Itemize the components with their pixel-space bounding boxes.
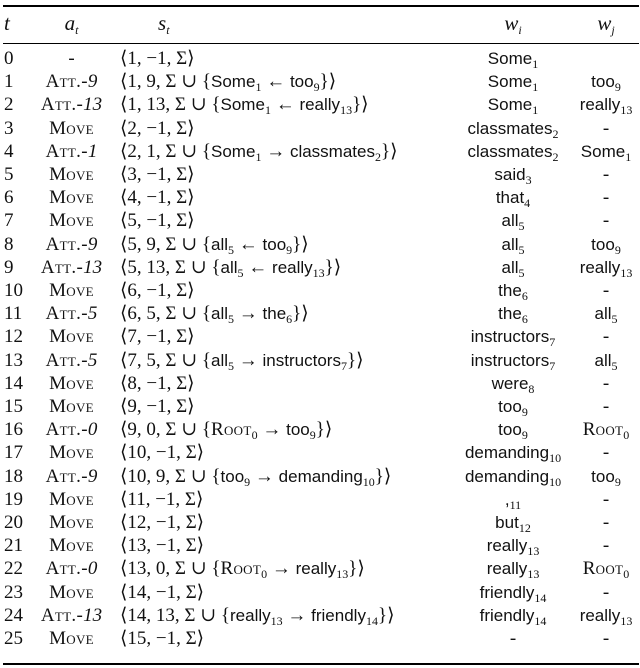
cell-wj: all$_5$ (594, 350, 618, 373)
cell-action: Move (49, 187, 94, 209)
cell-state: ⟨4, −1, Σ⟩ (120, 187, 195, 209)
cell-t: 2 (4, 94, 14, 116)
header-t: t (4, 11, 10, 35)
cell-action: Move (49, 442, 94, 464)
table-row (0, 186, 640, 209)
table-row (0, 488, 640, 511)
cell-state: ⟨14, 13, Σ ∪ {really$_{13}$ → friendly$_{14}$}⟩ (120, 604, 395, 628)
table-row (0, 256, 640, 279)
table-header (0, 12, 640, 35)
table-row (0, 70, 640, 93)
cell-wj: really$_{13}$ (579, 257, 633, 280)
table-row (0, 604, 640, 627)
table-top-rule (3, 5, 639, 7)
cell-wi: too$_9$ (498, 397, 528, 419)
cell-state: ⟨10, −1, Σ⟩ (120, 442, 205, 464)
cell-wj: - (602, 512, 610, 533)
cell-wj: Root$_0$ (582, 558, 630, 582)
cell-action: Move (49, 164, 94, 185)
cell-state: ⟨5, 9, Σ ∪ {all$_5$ ← too$_9$}⟩ (120, 233, 309, 257)
cell-wj: too$_9$ (591, 466, 621, 489)
cell-state: ⟨2, 1, Σ ∪ {Some$_1$ → classmates$_2$}⟩ (120, 140, 398, 164)
table-row (0, 325, 640, 348)
table-row (0, 441, 640, 464)
cell-action: Att.-5 (45, 349, 98, 371)
cell-wi: $,_{11}$ (504, 489, 522, 512)
cell-action: Att.-0 (45, 558, 98, 580)
cell-state: ⟨14, −1, Σ⟩ (120, 581, 205, 603)
cell-wi: Some$_1$ (487, 72, 539, 95)
cell-state: ⟨7, −1, Σ⟩ (120, 326, 195, 348)
cell-wj: too$_9$ (591, 72, 621, 95)
cell-wi: all$_5$ (501, 257, 525, 280)
cell-state: ⟨7, 5, Σ ∪ {all$_5$ → instructors$_7$}⟩ (120, 349, 364, 373)
table-row (0, 465, 640, 488)
cell-wi: the$_6$ (498, 281, 528, 303)
cell-wi: - (509, 628, 517, 649)
cell-wj: - (602, 581, 610, 603)
cell-t: 11 (4, 303, 23, 325)
cell-t: 16 (4, 419, 23, 441)
cell-wi: were$_8$ (491, 373, 535, 396)
cell-t: 5 (4, 164, 14, 185)
cell-state: ⟨5, 13, Σ ∪ {all$_5$ ← really$_{13}$}⟩ (120, 256, 342, 280)
cell-state: ⟨3, −1, Σ⟩ (120, 164, 195, 185)
cell-state: ⟨5, −1, Σ⟩ (120, 210, 195, 232)
table-row (0, 534, 640, 557)
table-row (0, 93, 640, 116)
cell-state: ⟨8, −1, Σ⟩ (120, 372, 195, 394)
cell-wi: demanding$_{10}$ (464, 466, 562, 489)
cell-wj: - (602, 280, 610, 301)
cell-state: ⟨1, −1, Σ⟩ (120, 48, 195, 69)
cell-state: ⟨9, −1, Σ⟩ (120, 396, 195, 417)
cell-t: 13 (4, 349, 23, 371)
cell-t: 22 (4, 558, 23, 580)
cell-action: Att.-9 (45, 465, 98, 487)
cell-wj: Root$_0$ (582, 419, 630, 443)
table-row (0, 233, 640, 256)
cell-action: Att.-9 (45, 71, 98, 93)
cell-wj: too$_9$ (591, 234, 621, 257)
cell-state: ⟨1, 9, Σ ∪ {Some$_1$ ← too$_9$}⟩ (120, 71, 337, 95)
table-row (0, 117, 640, 140)
cell-action: Att.-13 (40, 94, 103, 116)
cell-action: Att.-9 (45, 233, 98, 255)
cell-state: ⟨6, −1, Σ⟩ (120, 280, 195, 301)
cell-state: ⟨9, 0, Σ ∪ {Root$_0$ → too$_9$}⟩ (120, 419, 333, 443)
cell-state: ⟨1, 13, Σ ∪ {Some$_1$ ← really$_{13}$}⟩ (120, 94, 369, 118)
cell-t: 3 (4, 117, 14, 139)
cell-wi: really$_{13}$ (486, 536, 540, 559)
table-row (0, 627, 640, 650)
cell-wj: - (602, 164, 610, 185)
table-row (0, 557, 640, 580)
header-action: $a_t$ (64, 11, 79, 37)
cell-state: ⟨6, 5, Σ ∪ {all$_5$ → the$_6$}⟩ (120, 303, 309, 327)
cell-state: ⟨13, −1, Σ⟩ (120, 535, 205, 557)
cell-wi: Some$_1$ (487, 49, 539, 71)
cell-wi: instructors$_7$ (470, 327, 556, 350)
cell-t: 17 (4, 442, 23, 464)
header-state: $s_t$ (158, 11, 170, 37)
table-row (0, 279, 640, 302)
table-bottom-rule (3, 663, 639, 665)
cell-wi: too$_9$ (498, 420, 528, 443)
cell-wi: really$_{13}$ (486, 559, 540, 582)
cell-wj: - (602, 628, 610, 649)
cell-action: Att.-0 (45, 419, 98, 441)
cell-action: Att.-13 (40, 604, 103, 626)
cell-wi: Some$_1$ (487, 95, 539, 118)
table-row (0, 209, 640, 232)
table-header-rule (3, 43, 639, 44)
cell-wj: Some$_1$ (580, 141, 632, 164)
cell-wj: - (602, 210, 610, 232)
cell-wj: really$_{13}$ (579, 605, 633, 628)
cell-wi: the$_6$ (498, 304, 528, 327)
cell-action: Att.-1 (45, 140, 98, 162)
cell-wi: demanding$_{10}$ (464, 443, 562, 466)
cell-wi: friendly$_{14}$ (479, 605, 547, 628)
cell-state: ⟨10, 9, Σ ∪ {too$_9$ → demanding$_{10}$}⟩ (120, 465, 392, 489)
table-row (0, 581, 640, 604)
cell-state: ⟨13, 0, Σ ∪ {Root$_0$ → really$_{13}$}⟩ (120, 558, 365, 582)
table-row (0, 395, 640, 418)
cell-wj: - (602, 372, 610, 394)
cell-wj: all$_5$ (594, 304, 618, 327)
cell-wj: - (602, 187, 610, 209)
cell-action: - (68, 48, 75, 69)
table-row (0, 140, 640, 163)
cell-wi: classmates$_2$ (467, 118, 559, 141)
cell-t: 6 (4, 187, 14, 209)
cell-t: 24 (4, 604, 23, 626)
table-row (0, 47, 640, 70)
cell-action: Att.-5 (45, 303, 98, 325)
header-wi: $w_i$ (504, 11, 522, 37)
cell-t: 7 (4, 210, 14, 232)
cell-wi: friendly$_{14}$ (479, 582, 547, 605)
cell-action: Move (49, 326, 94, 348)
cell-action: Move (49, 280, 94, 301)
cell-t: 10 (4, 280, 23, 301)
cell-state: ⟨15, −1, Σ⟩ (120, 628, 205, 649)
cell-t: 21 (4, 535, 23, 557)
cell-wj: really$_{13}$ (579, 95, 633, 118)
table-row (0, 349, 640, 372)
cell-action: Move (49, 488, 94, 510)
header-wj: $w_j$ (597, 11, 615, 37)
cell-t: 19 (4, 488, 23, 510)
cell-t: 15 (4, 396, 23, 417)
cell-action: Move (49, 210, 94, 232)
cell-t: 8 (4, 233, 14, 255)
cell-wj: - (602, 396, 610, 417)
table-row (0, 302, 640, 325)
cell-t: 25 (4, 628, 23, 649)
cell-state: ⟨12, −1, Σ⟩ (120, 512, 205, 533)
cell-state: ⟨11, −1, Σ⟩ (120, 488, 204, 510)
cell-action: Move (49, 117, 94, 139)
table-row (0, 511, 640, 534)
table-row (0, 372, 640, 395)
cell-wj: - (602, 535, 610, 557)
cell-action: Move (49, 372, 94, 394)
cell-t: 14 (4, 372, 23, 394)
cell-wj: - (602, 488, 610, 510)
cell-state: ⟨2, −1, Σ⟩ (120, 117, 195, 139)
cell-t: 12 (4, 326, 23, 348)
cell-wi: all$_5$ (501, 211, 525, 234)
cell-wi: but$_{12}$ (495, 513, 531, 535)
cell-wj: - (602, 442, 610, 464)
cell-wj: - (602, 326, 610, 348)
table-row (0, 163, 640, 186)
cell-wi: said$_3$ (494, 165, 532, 187)
cell-action: Move (49, 628, 94, 649)
cell-t: 4 (4, 140, 14, 162)
cell-action: Att.-13 (40, 256, 103, 278)
cell-t: 23 (4, 581, 23, 603)
cell-action: Move (49, 396, 94, 417)
cell-wi: instructors$_7$ (470, 350, 556, 373)
cell-wi: all$_5$ (501, 234, 525, 257)
cell-t: 0 (4, 48, 14, 69)
cell-t: 1 (4, 71, 14, 93)
cell-t: 18 (4, 465, 23, 487)
cell-action: Move (49, 512, 94, 533)
cell-wi: that$_4$ (495, 188, 531, 211)
cell-action: Move (49, 581, 94, 603)
cell-wi: classmates$_2$ (467, 141, 559, 164)
table-row (0, 418, 640, 441)
cell-action: Move (49, 535, 94, 557)
cell-wj: - (602, 117, 610, 139)
cell-t: 9 (4, 256, 14, 278)
cell-t: 20 (4, 512, 23, 533)
